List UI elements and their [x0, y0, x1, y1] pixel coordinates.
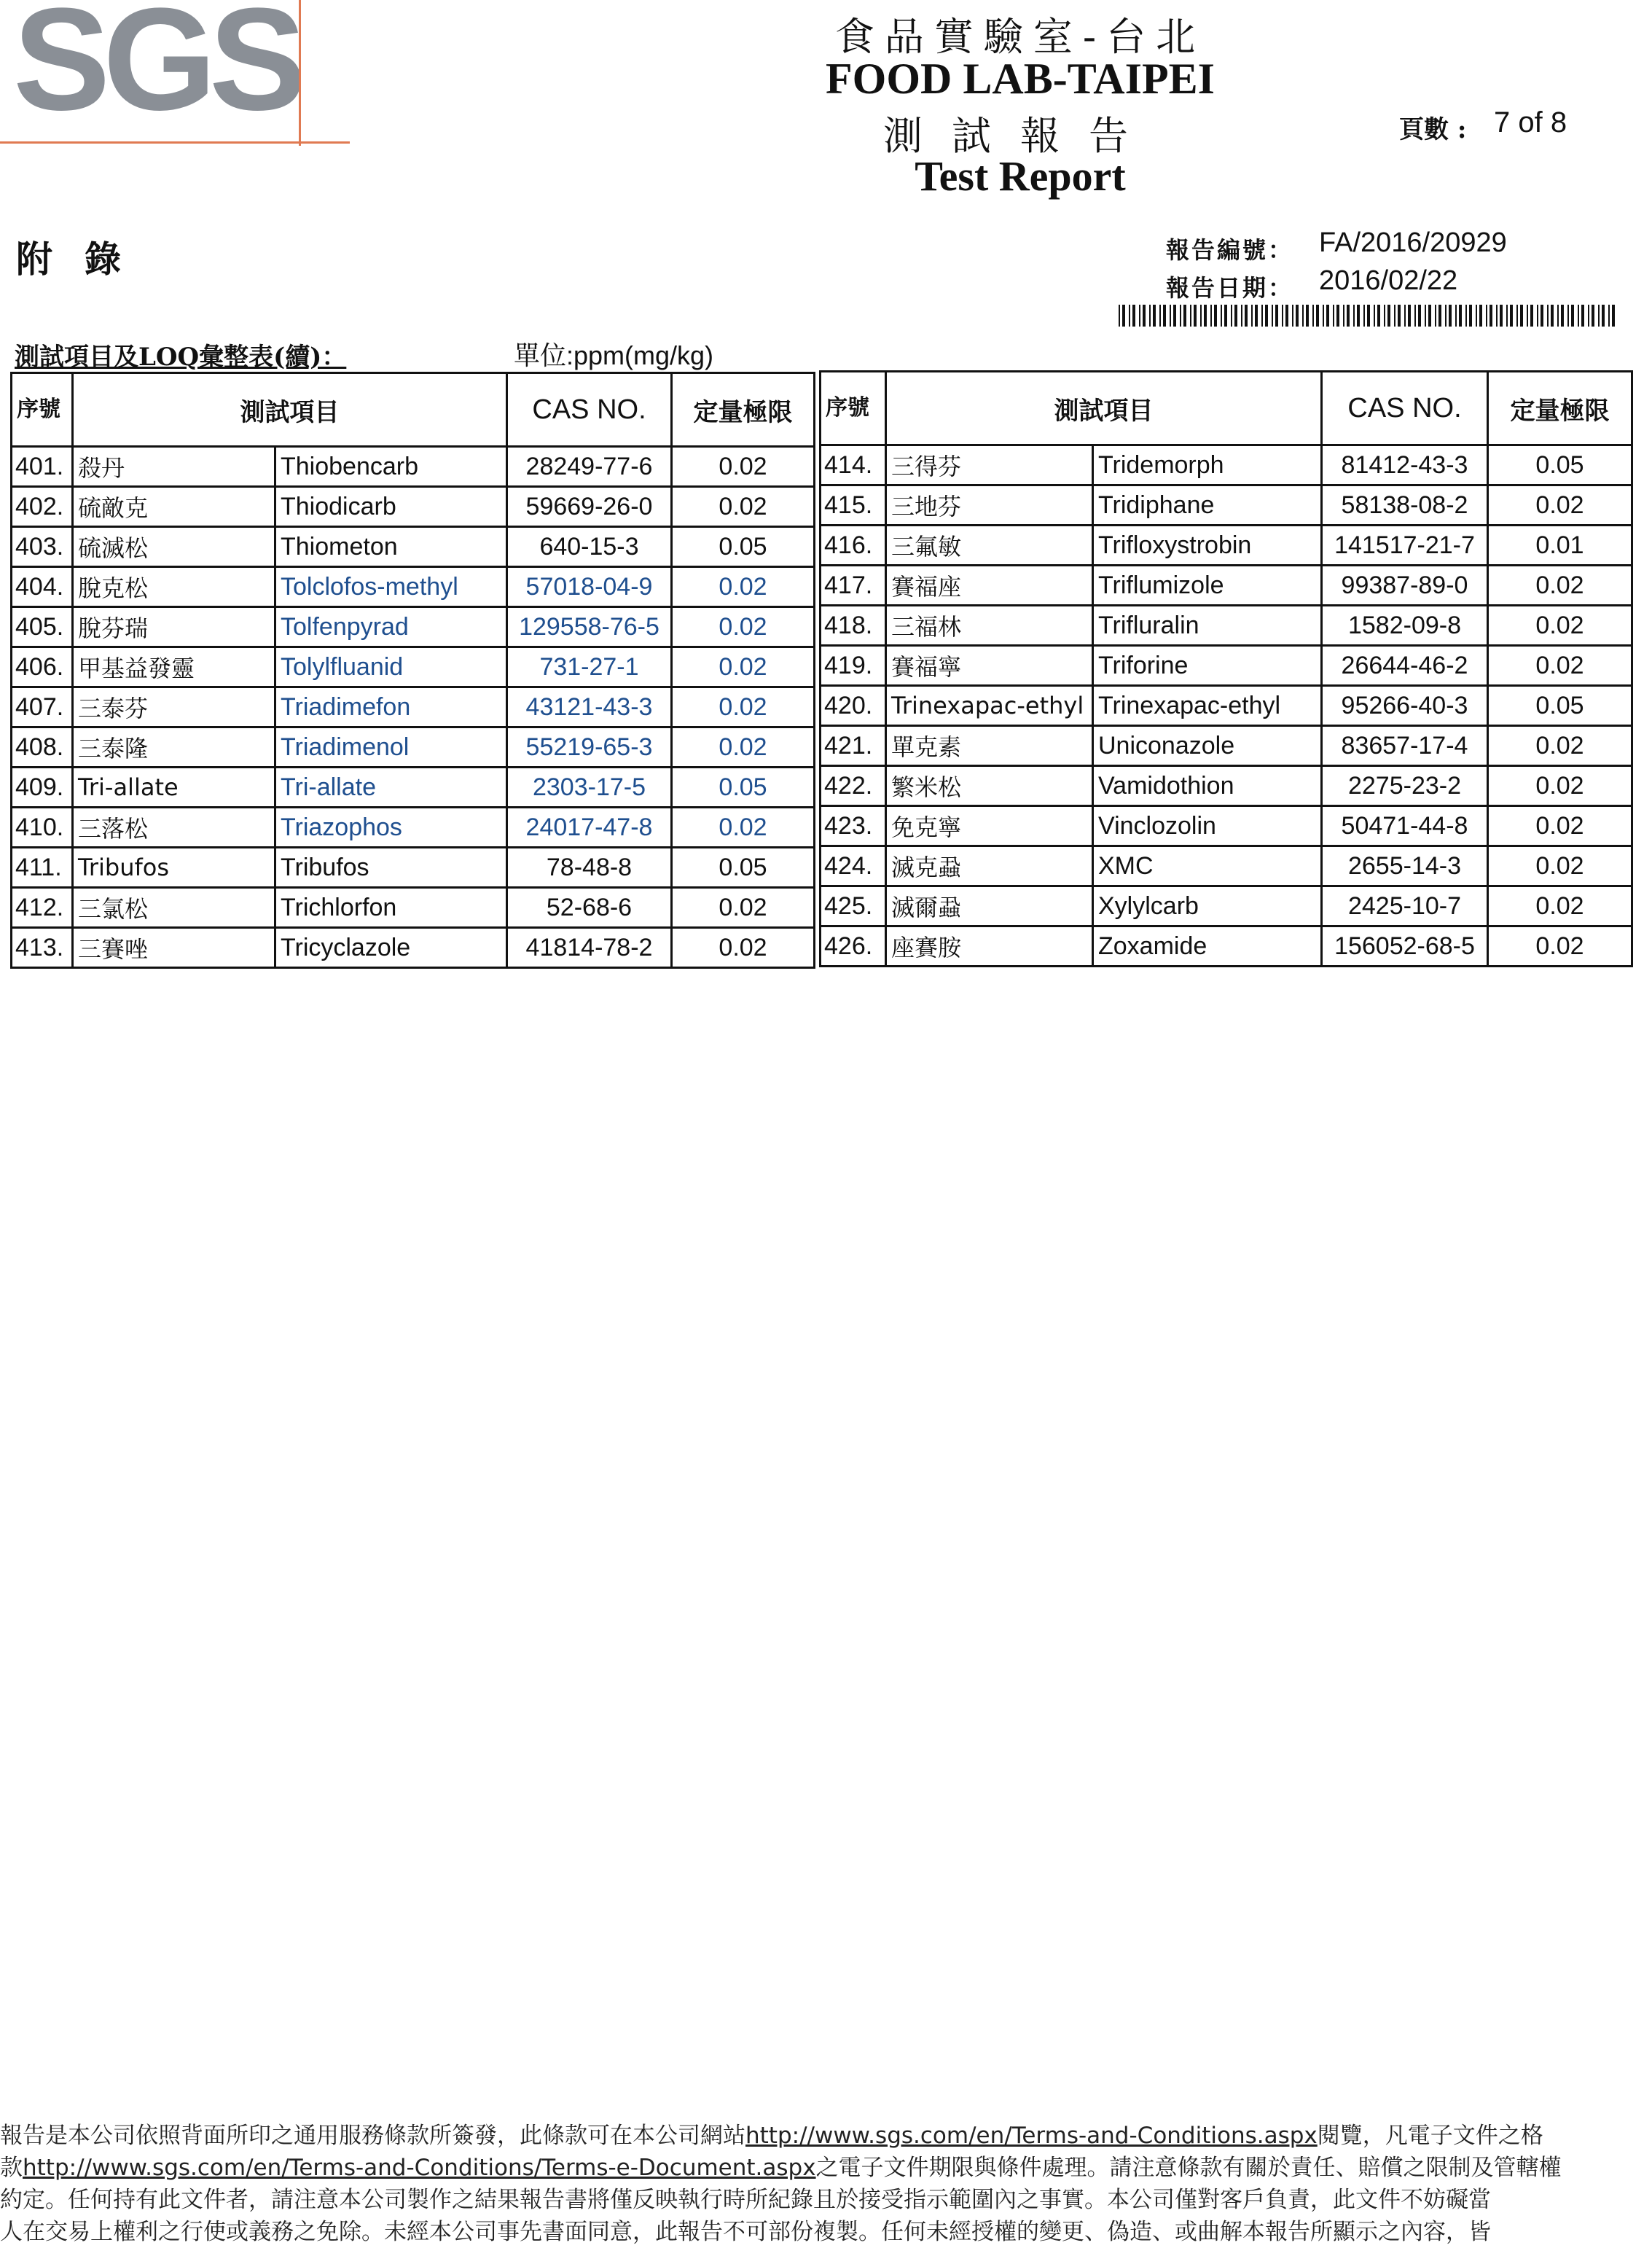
barcode-bar	[1516, 305, 1518, 327]
lab-title-english: FOOD LAB-TAIPEI	[826, 55, 1215, 103]
chinese-name: 硫敵克	[73, 487, 275, 527]
barcode-bar	[1343, 305, 1344, 327]
cas-number: 52-68-6	[507, 888, 672, 928]
barcode-bar	[1398, 305, 1401, 327]
terms-footer	[0, 2120, 1640, 2248]
table-row	[821, 926, 1632, 967]
chinese-name: 三落松	[73, 808, 275, 848]
loq-value: 0.02	[672, 607, 815, 647]
cas-number: 28249-77-6	[507, 447, 672, 487]
page-number: 7 of 8	[1494, 106, 1567, 138]
cas-number: 81412-43-3	[1322, 445, 1488, 485]
chinese-name: Tri-allate	[73, 768, 275, 808]
english-name: Triflumizole	[1093, 566, 1322, 606]
cas-number: 141517-21-7	[1322, 526, 1488, 566]
table-row	[12, 727, 815, 768]
barcode-bar	[1312, 305, 1314, 327]
english-name: Thiometon	[275, 527, 507, 567]
english-name: Zoxamide	[1093, 926, 1322, 967]
table-row	[12, 487, 815, 527]
barcode-bar	[1367, 305, 1370, 327]
table-row	[12, 848, 815, 888]
barcode-bar	[1183, 305, 1186, 327]
chinese-name: 脫芬瑞	[73, 607, 275, 647]
footer-line-4: 人在交易上權利之行使或義務之免除。未經本公司事先書面同意，此報告不可部份複製。任何未經授權的變更、偽造、或曲解本報告所顯示之內容，皆	[0, 2219, 1491, 2245]
barcode-bar	[1408, 305, 1411, 327]
col-item-header: 測試項目	[73, 373, 507, 447]
barcode-bar	[1588, 305, 1589, 327]
row-number: 420.	[821, 686, 886, 726]
barcode-bar	[1122, 305, 1125, 327]
barcode-bar	[1333, 305, 1334, 327]
barcode-bar	[1557, 305, 1559, 327]
table-row	[12, 607, 815, 647]
cas-number: 2655-14-3	[1322, 846, 1488, 886]
barcode-bar	[1153, 305, 1156, 327]
chinese-name: 甲基益發靈	[73, 647, 275, 687]
loq-value: 0.02	[1488, 726, 1632, 766]
row-number: 407.	[12, 687, 73, 727]
row-number: 425.	[821, 886, 886, 926]
chinese-name: 三賽唑	[73, 928, 275, 968]
loq-value: 0.02	[1488, 926, 1632, 967]
barcode-bar	[1323, 305, 1324, 327]
english-name: Tridemorph	[1093, 445, 1322, 485]
report-date: 2016/02/22	[1319, 265, 1458, 296]
chinese-name: 三地芬	[886, 485, 1093, 526]
barcode-bar	[1612, 305, 1615, 327]
barcode-bar	[1414, 305, 1416, 327]
loq-value: 0.02	[1488, 806, 1632, 846]
barcode-bar	[1163, 305, 1166, 327]
cas-number: 156052-68-5	[1322, 926, 1488, 967]
english-name: XMC	[1093, 846, 1322, 886]
barcode-bar	[1251, 305, 1253, 327]
barcode-bar	[1479, 305, 1482, 327]
barcode-bar	[1129, 305, 1130, 327]
barcode-bar	[1541, 305, 1543, 327]
chinese-name: 三泰芬	[73, 687, 275, 727]
barcode-bar	[1245, 305, 1248, 327]
english-name: Trifloxystrobin	[1093, 526, 1322, 566]
barcode-bar	[1316, 305, 1319, 327]
report-title-chinese: 測試報告	[883, 113, 1157, 159]
loq-value: 0.01	[1488, 526, 1632, 566]
footer-text: 款	[0, 2155, 23, 2181]
table-row	[12, 888, 815, 928]
english-name: Thiobencarb	[275, 447, 507, 487]
e-document-terms-link[interactable]: http://www.sgs.com/en/Terms-and-Conditions/Terms-e-Document.aspx	[23, 2155, 816, 2181]
barcode-bar	[1608, 305, 1610, 327]
barcode-bar	[1275, 305, 1278, 327]
barcode-bar	[1336, 305, 1339, 327]
loq-value: 0.02	[1488, 766, 1632, 806]
table-header-row	[821, 372, 1632, 445]
barcode-bar	[1296, 305, 1299, 327]
col-loq-header: 定量極限	[672, 373, 815, 447]
english-name: Triadimefon	[275, 687, 507, 727]
english-name: Xylylcarb	[1093, 886, 1322, 926]
barcode-bar	[1214, 305, 1217, 327]
english-name: Tolylfluanid	[275, 647, 507, 687]
chinese-name: 硫滅松	[73, 527, 275, 567]
row-number: 414.	[821, 445, 886, 485]
page-label: 頁數 :	[1399, 115, 1467, 144]
table-row	[821, 646, 1632, 686]
sgs-logo	[0, 0, 350, 146]
barcode-bar	[1592, 305, 1594, 327]
barcode-bar	[1530, 305, 1533, 327]
loq-value: 0.05	[1488, 445, 1632, 485]
barcode-bar	[1520, 305, 1523, 327]
chinese-name: 繁米松	[886, 766, 1093, 806]
barcode-bar	[1418, 305, 1421, 327]
chinese-name: 三泰隆	[73, 727, 275, 768]
loq-value: 0.02	[1488, 886, 1632, 926]
english-name: Trinexapac-ethyl	[1093, 686, 1322, 726]
footer-line-2	[0, 2152, 1640, 2184]
chinese-name: 三氯松	[73, 888, 275, 928]
barcode-bar	[1231, 305, 1232, 327]
barcode-bar	[1170, 305, 1171, 327]
barcode-bar	[1285, 305, 1288, 327]
cas-number: 129558-76-5	[507, 607, 672, 647]
table-row	[821, 686, 1632, 726]
barcode-bar	[1459, 305, 1462, 327]
barcode-bar	[1119, 305, 1120, 327]
table-row	[821, 846, 1632, 886]
barcode-bar	[1425, 305, 1426, 327]
barcode-bar	[1506, 305, 1508, 327]
chinese-name: 脫克松	[73, 567, 275, 607]
barcode-bar	[1221, 305, 1222, 327]
table-row	[821, 485, 1632, 526]
cas-number: 58138-08-2	[1322, 485, 1488, 526]
chinese-name: 三氟敏	[886, 526, 1093, 566]
barcode-bar	[1537, 305, 1538, 327]
row-number: 401.	[12, 447, 73, 487]
barcode-bar	[1449, 305, 1452, 327]
loq-value: 0.02	[672, 808, 815, 848]
table-row	[821, 766, 1632, 806]
loq-table-left	[10, 372, 815, 969]
barcode-bar	[1455, 305, 1457, 327]
chinese-name: 賽福寧	[886, 646, 1093, 686]
cas-number: 55219-65-3	[507, 727, 672, 768]
barcode	[1119, 305, 1621, 327]
table-title: 測試項目及LOQ彙整表(續)：	[15, 343, 347, 372]
cas-number: 2275-23-2	[1322, 766, 1488, 806]
cas-number: 78-48-8	[507, 848, 672, 888]
barcode-bar	[1547, 305, 1549, 327]
loq-value: 0.02	[672, 487, 815, 527]
table-row	[12, 527, 815, 567]
english-name: Tricyclazole	[275, 928, 507, 968]
barcode-bar	[1306, 305, 1309, 327]
report-number-label: 報告編號：	[1166, 236, 1294, 264]
footer-line-1	[0, 2120, 1640, 2152]
loq-value: 0.05	[1488, 686, 1632, 726]
loq-value: 0.02	[672, 928, 815, 968]
row-number: 416.	[821, 526, 886, 566]
row-number: 411.	[12, 848, 73, 888]
cas-number: 24017-47-8	[507, 808, 672, 848]
row-number: 421.	[821, 726, 886, 766]
table-row	[821, 726, 1632, 766]
barcode-bar	[1149, 305, 1151, 327]
table-row	[821, 526, 1632, 566]
logo-horizontal-rule	[0, 141, 350, 144]
cas-number: 95266-40-3	[1322, 686, 1488, 726]
col-item-header: 測試項目	[886, 372, 1322, 445]
barcode-bar	[1571, 305, 1574, 327]
barcode-bar	[1190, 305, 1191, 327]
barcode-bar	[1489, 305, 1492, 327]
loq-value: 0.02	[1488, 485, 1632, 526]
barcode-bar	[1347, 305, 1350, 327]
barcode-bar	[1527, 305, 1528, 327]
table-row	[821, 886, 1632, 926]
row-number: 406.	[12, 647, 73, 687]
logo-vertical-rule	[299, 0, 301, 146]
report-number: FA/2016/20929	[1319, 227, 1507, 258]
cas-number: 83657-17-4	[1322, 726, 1488, 766]
barcode-bar	[1224, 305, 1227, 327]
barcode-bar	[1302, 305, 1304, 327]
barcode-bar	[1353, 305, 1355, 327]
loq-value: 0.02	[672, 687, 815, 727]
english-name: Tribufos	[275, 848, 507, 888]
col-cas-header: CAS NO.	[1322, 372, 1488, 445]
cas-number: 731-27-1	[507, 647, 672, 687]
chinese-name: Tribufos	[73, 848, 275, 888]
loq-value: 0.02	[1488, 646, 1632, 686]
barcode-bar	[1180, 305, 1181, 327]
row-number: 408.	[12, 727, 73, 768]
loq-value: 0.05	[672, 848, 815, 888]
english-name: Trichlorfon	[275, 888, 507, 928]
barcode-bar	[1377, 305, 1380, 327]
barcode-bar	[1357, 305, 1360, 327]
barcode-bar	[1404, 305, 1406, 327]
loq-value: 0.02	[672, 727, 815, 768]
chinese-name: Trinexapac-ethyl	[886, 686, 1093, 726]
chinese-name: 座賽胺	[886, 926, 1093, 967]
loq-value: 0.05	[672, 768, 815, 808]
barcode-bar	[1132, 305, 1135, 327]
table-row	[821, 606, 1632, 646]
row-number: 417.	[821, 566, 886, 606]
barcode-bar	[1445, 305, 1447, 327]
row-number: 419.	[821, 646, 886, 686]
barcode-bar	[1363, 305, 1365, 327]
row-number: 405.	[12, 607, 73, 647]
barcode-bar	[1476, 305, 1477, 327]
barcode-bar	[1486, 305, 1487, 327]
barcode-bar	[1255, 305, 1258, 327]
barcode-bar	[1241, 305, 1242, 327]
chinese-name: 滅爾蝨	[886, 886, 1093, 926]
cas-number: 50471-44-8	[1322, 806, 1488, 846]
barcode-bar	[1326, 305, 1329, 327]
barcode-bar	[1139, 305, 1140, 327]
chinese-name: 三福林	[886, 606, 1093, 646]
barcode-bar	[1143, 305, 1146, 327]
barcode-bar	[1272, 305, 1273, 327]
barcode-bar	[1598, 305, 1600, 327]
chinese-name: 滅克蝨	[886, 846, 1093, 886]
cas-number: 26644-46-2	[1322, 646, 1488, 686]
table-row	[12, 687, 815, 727]
barcode-bar	[1567, 305, 1569, 327]
loq-value: 0.02	[672, 567, 815, 607]
table-row	[821, 445, 1632, 485]
barcode-bar	[1282, 305, 1283, 327]
barcode-bar	[1581, 305, 1584, 327]
cas-number: 41814-78-2	[507, 928, 672, 968]
col-no-header: 序號	[821, 372, 886, 445]
barcode-bar	[1210, 305, 1212, 327]
barcode-bar	[1428, 305, 1431, 327]
barcode-bar	[1159, 305, 1161, 327]
cas-number: 1582-09-8	[1322, 606, 1488, 646]
barcode-bar	[1292, 305, 1293, 327]
barcode-bar	[1194, 305, 1197, 327]
barcode-bar	[1578, 305, 1579, 327]
report-date-label: 報告日期：	[1166, 274, 1294, 302]
row-number: 409.	[12, 768, 73, 808]
loq-table-right	[819, 370, 1633, 967]
barcode-bar	[1204, 305, 1207, 327]
table-row	[12, 647, 815, 687]
english-name: Uniconazole	[1093, 726, 1322, 766]
footer-text: 閱覽，凡電子文件之格	[1317, 2123, 1543, 2149]
english-name: Tolclofos-methyl	[275, 567, 507, 607]
cas-number: 99387-89-0	[1322, 566, 1488, 606]
row-number: 424.	[821, 846, 886, 886]
table-header-row	[12, 373, 815, 447]
barcode-bar	[1465, 305, 1467, 327]
table-row	[12, 768, 815, 808]
barcode-graphic	[1119, 305, 1621, 327]
english-name: Triforine	[1093, 646, 1322, 686]
loq-value: 0.02	[672, 888, 815, 928]
barcode-bar	[1551, 305, 1554, 327]
unit-label: 單位:ppm(mg/kg)	[514, 340, 714, 370]
footer-text: 報告是本公司依照背面所印之通用服務條款所簽發，此條款可在本公司網站	[0, 2123, 745, 2149]
barcode-bar	[1394, 305, 1395, 327]
english-name: Triadimenol	[275, 727, 507, 768]
terms-link[interactable]: http://www.sgs.com/en/Terms-and-Conditions.aspx	[745, 2123, 1318, 2149]
barcode-bar	[1510, 305, 1513, 327]
barcode-bar	[1561, 305, 1564, 327]
report-title-english: Test Report	[915, 152, 1126, 200]
row-number: 403.	[12, 527, 73, 567]
barcode-bar	[1374, 305, 1375, 327]
cas-number: 640-15-3	[507, 527, 672, 567]
row-number: 413.	[12, 928, 73, 968]
row-number: 410.	[12, 808, 73, 848]
row-number: 402.	[12, 487, 73, 527]
barcode-bar	[1602, 305, 1605, 327]
sgs-logo-text: SGS	[13, 0, 300, 141]
barcode-bar	[1435, 305, 1436, 327]
barcode-bar	[1200, 305, 1202, 327]
barcode-bar	[1496, 305, 1498, 327]
row-number: 404.	[12, 567, 73, 607]
english-name: Vinclozolin	[1093, 806, 1322, 846]
footer-line-3: 約定。任何持有此文件者，請注意本公司製作之結果報告書將僅反映執行時所紀錄且於接受指示範圍內之事實。本公司僅對客戶負責，此文件不妨礙當	[0, 2187, 1491, 2213]
loq-value: 0.02	[1488, 566, 1632, 606]
barcode-bar	[1387, 305, 1390, 327]
loq-value: 0.02	[672, 447, 815, 487]
cas-number: 2303-17-5	[507, 768, 672, 808]
english-name: Vamidothion	[1093, 766, 1322, 806]
cas-number: 59669-26-0	[507, 487, 672, 527]
table-row	[821, 806, 1632, 846]
table-row	[12, 447, 815, 487]
chinese-name: 三得芬	[886, 445, 1093, 485]
barcode-bar	[1500, 305, 1503, 327]
english-name: Triazophos	[275, 808, 507, 848]
english-name: Tridiphane	[1093, 485, 1322, 526]
barcode-bar	[1438, 305, 1441, 327]
loq-value: 0.05	[672, 527, 815, 567]
row-number: 415.	[821, 485, 886, 526]
col-no-header: 序號	[12, 373, 73, 447]
appendix-heading: 附錄	[16, 238, 153, 281]
loq-value: 0.02	[1488, 846, 1632, 886]
table-row	[821, 566, 1632, 606]
table-row	[12, 567, 815, 607]
english-name: Thiodicarb	[275, 487, 507, 527]
row-number: 423.	[821, 806, 886, 846]
english-name: Tri-allate	[275, 768, 507, 808]
col-loq-header: 定量極限	[1488, 372, 1632, 445]
table-row	[12, 928, 815, 968]
chinese-name: 賽福座	[886, 566, 1093, 606]
loq-value: 0.02	[672, 647, 815, 687]
chinese-name: 免克寧	[886, 806, 1093, 846]
footer-text: 之電子文件期限與條件處理。請注意條款有關於責任、賠償之限制及管轄權	[815, 2155, 1562, 2181]
cas-number: 43121-43-3	[507, 687, 672, 727]
loq-value: 0.02	[1488, 606, 1632, 646]
row-number: 426.	[821, 926, 886, 967]
row-number: 418.	[821, 606, 886, 646]
row-number: 412.	[12, 888, 73, 928]
chinese-name: 殺丹	[73, 447, 275, 487]
chinese-name: 單克素	[886, 726, 1093, 766]
english-name: Tolfenpyrad	[275, 607, 507, 647]
cas-number: 2425-10-7	[1322, 886, 1488, 926]
row-number: 422.	[821, 766, 886, 806]
barcode-bar	[1173, 305, 1176, 327]
barcode-bar	[1261, 305, 1263, 327]
barcode-bar	[1384, 305, 1385, 327]
cas-number: 57018-04-9	[507, 567, 672, 607]
table-row	[12, 808, 815, 848]
barcode-bar	[1265, 305, 1268, 327]
col-cas-header: CAS NO.	[507, 373, 672, 447]
lab-title-chinese: 食品實驗室-台北	[834, 14, 1206, 60]
english-name: Trifluralin	[1093, 606, 1322, 646]
barcode-bar	[1234, 305, 1237, 327]
barcode-bar	[1469, 305, 1472, 327]
